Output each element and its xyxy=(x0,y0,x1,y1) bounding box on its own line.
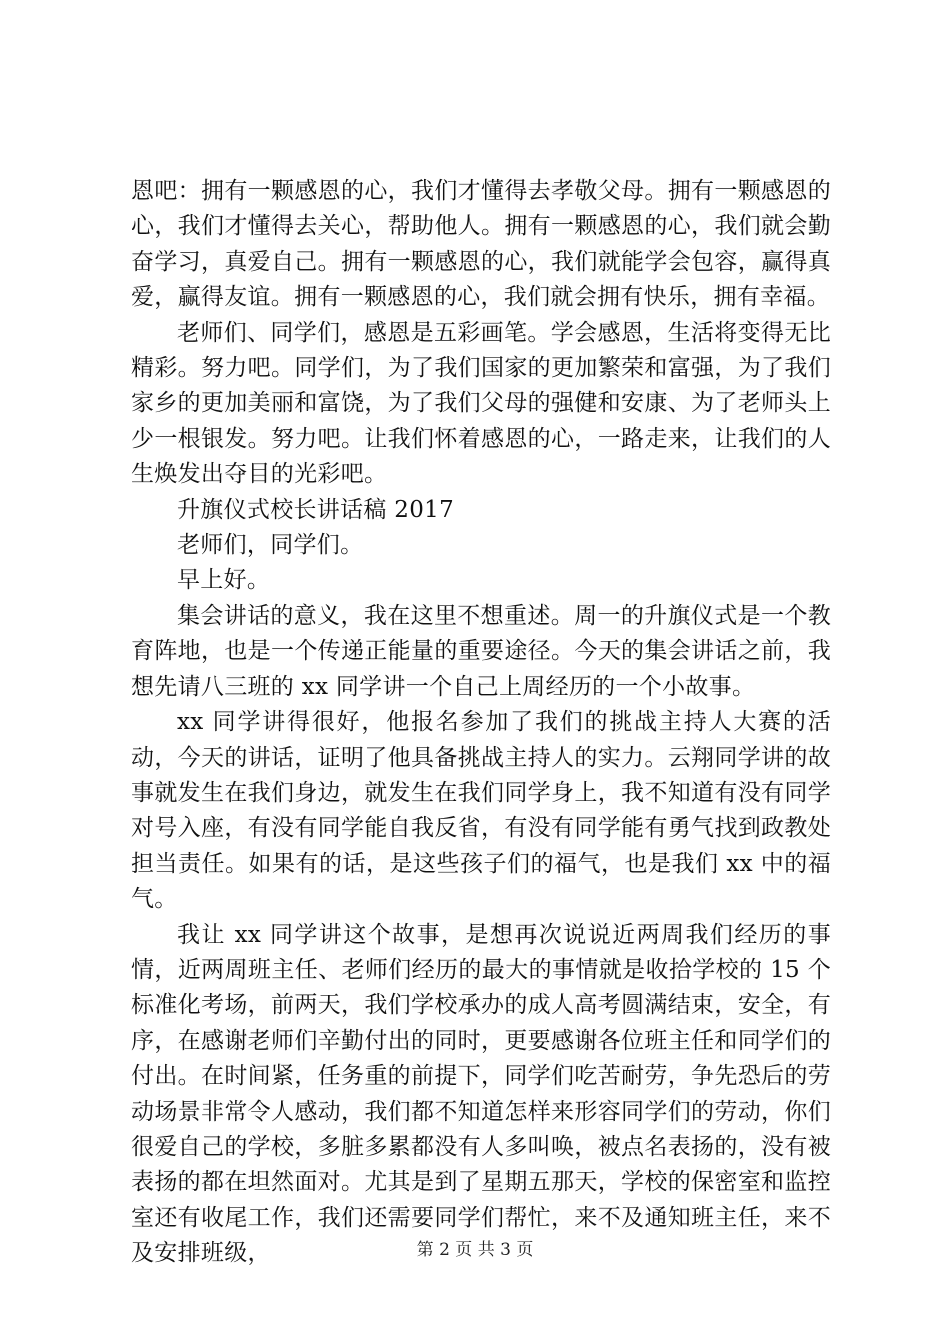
page-footer: 第 2 页 共 3 页 xyxy=(416,1240,534,1260)
paragraph-1: 恩吧：拥有一颗感恩的心，我们才懂得去孝敬父母。拥有一颗感恩的心，我们才懂得去关心，帮助他人。拥有一颗感恩的心，我们就会勤奋学习，真爱自己。拥有一颗感恩的心，我们就能学会包容，赢得真爱，赢得友谊。拥有一颗感恩的心，我们就会拥有快乐，拥有幸福。 xyxy=(131,178,831,311)
paragraph-5: 我让 xx 同学讲这个故事，是想再次说说近两周我们经历的事情，近两周班主任、老师们经历的最大的事情就是收拾学校的 15 个标准化考场，前两天，我们学校承办的成人高考圆满结束，安全，有序，在感谢老师们辛勤付出的同时，更要感谢各位班主任和同学们的付出。在时间紧，任务重的前提下，同学们吃苦耐劳，争先恐后的劳动场景非常令人感动，我们都不知道怎样来形容同学们的劳动，你们很爱自己的学校，多脏多累都没有人多叫唤，被点名表扬的，没有被表扬的都在坦然面对。尤其是到了星期五那天，学校的保密室和监控室还有收尾工作，我们还需要同学们帮忙，来不及通知班主任，来不及安排班级， xyxy=(131,921,831,1267)
speech-title: 升旗仪式校长讲话稿 2017 xyxy=(177,496,455,523)
paragraph-3: 集会讲话的意义，我在这里不想重述。周一的升旗仪式是一个教育阵地，也是一个传递正能量的重要途径。今天的集会讲话之前，我想先请八三班的 xx 同学讲一个自己上周经历的一个小故事。 xyxy=(131,602,831,700)
paragraph-2: 老师们、同学们，感恩是五彩画笔。学会感恩，生活将变得无比精彩。努力吧。同学们，为了我们国家的更加繁荣和富强，为了我们家乡的更加美丽和富饶，为了我们父母的强健和安康、为了老师头上少一根银发。努力吧。让我们怀着感恩的心，一路走来，让我们的人生焕发出夺目的光彩吧。 xyxy=(131,319,831,488)
paragraph-4: xx 同学讲得很好，他报名参加了我们的挑战主持人大赛的活动，今天的讲话，证明了他具备挑战主持人的实力。云翔同学讲的故事就发生在我们身边，就发生在我们同学身上，我不知道有没有同学对号入座，有没有同学能自我反省，有没有同学能有勇气找到政教处担当责任。如果有的话，是这些孩子们的福气，也是我们 xx 中的福气。 xyxy=(131,709,831,913)
greeting-salutation: 老师们，同学们。 xyxy=(177,532,364,559)
document-body xyxy=(131,174,831,1272)
greeting-morning: 早上好。 xyxy=(177,567,271,594)
